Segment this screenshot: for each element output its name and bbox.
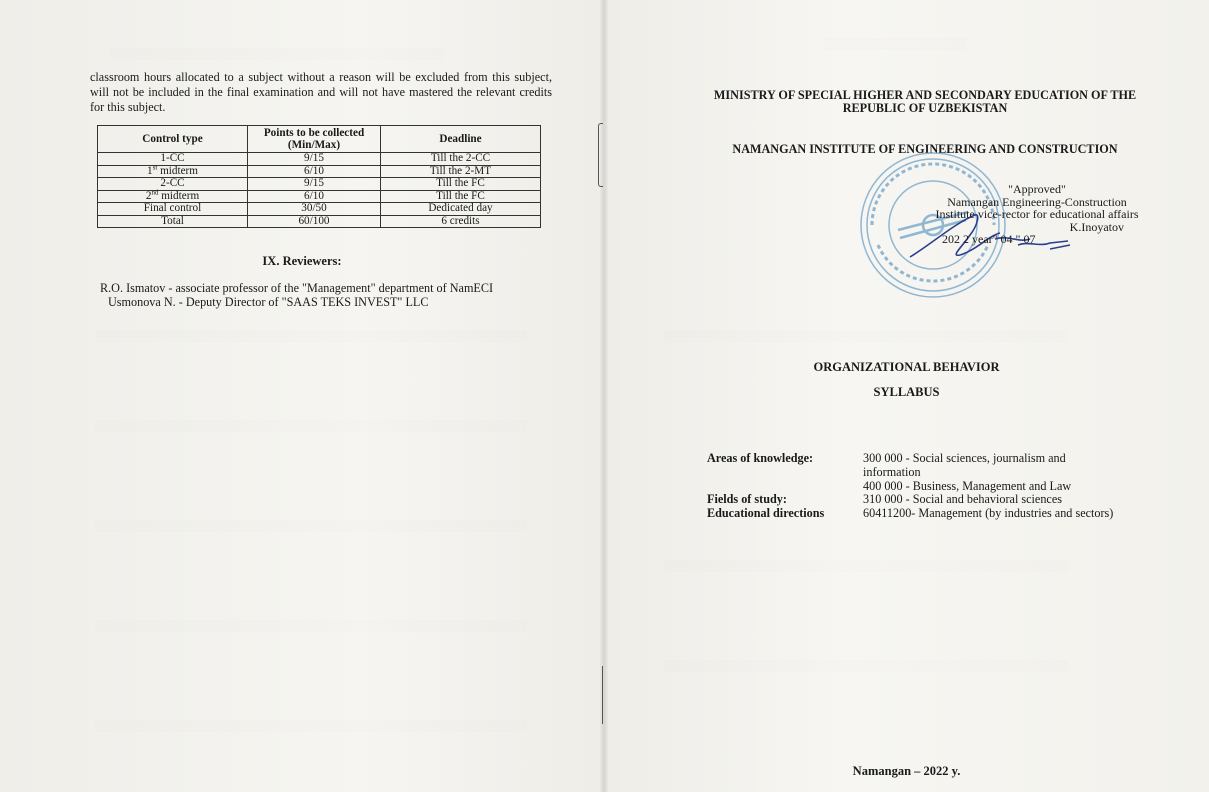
reviewers-list [100,281,493,309]
table-row [98,203,541,216]
cell-points: 6/10 [248,165,381,178]
approval-date: 202 2 year" 04 " 07 [942,232,1036,246]
field-row [707,452,1123,493]
footer-city-year: Namangan – 2022 y. [852,764,961,778]
ordinal-number: 2 [145,189,152,202]
field-values [863,507,1123,521]
header-deadline: Deadline [381,126,541,153]
control-type-rest: midterm [157,164,198,177]
field-value: 400 000 - Business, Management and Law [863,478,1072,493]
intro-paragraph: classroom hours allocated to a subject without a reason will be excluded from this subject, will not be included in the final examination and will not have mastered the relevant credits for this subject. [90,70,552,114]
bleed-through-text: ░░░░░░░░░░░░░░░░░░░░ [824,39,966,50]
field-label: Educational directions [707,506,825,521]
cell-points: 9/15 [248,178,381,191]
table-row [98,165,541,178]
bleed-through-text: ░░░░░░░░░░░░░░░░░░░░░░░░░░░░░░░░░░░░░░░░░░░░░░░░░░░░░░░░░ [664,331,1068,342]
bleed-through-text: ░░░░░░░░░░░░░░░░░░░░░░░░░░░░░░░░░░░░░░░░░░░░░░░░░░░░░░░░░░░░░ [95,331,528,342]
approval-line: Namangan Engineering-Construction [947,194,1127,209]
field-values [863,452,1123,493]
approval-line: Institute vice-rector for educational affairs [935,207,1139,221]
ordinal-suffix: st [152,162,158,171]
cell-deadline: Till the 2-CC [381,153,541,166]
bleed-through-text: ░░░░░░░░░░░░░░░░░░░░░░░░░░░░░░░░░░░░░░░░░░░░░░░░░░░░░░░░░░░░░ [95,521,528,532]
cell-points: 60/100 [248,215,381,228]
bleed-through-text: ░░░░░░░░░░░░░░░░░░░░░░░░░░░░░░░░░░░░░░░░░░░░░░░░░░░░░░░░░░░░░ [95,621,528,632]
field-values [863,493,1123,507]
cell-control-type: Final control [98,203,248,216]
field-label: Areas of knowledge: [707,451,814,465]
table-row [98,190,541,203]
bleed-through-text: ░░░░░░░░░░░░░░░░░░░░░░░░░░░░░░░░░░░░░░░░░░░░░░░░░░░░░░░░░ [664,661,1068,672]
table-header-row [98,126,541,153]
cell-control-type: 2-CC [98,178,248,191]
field-row [707,507,1123,521]
cell-points: 30/50 [248,203,381,216]
ministry-heading: MINISTRY OF SPECIAL HIGHER AND SECONDARY EDUCATION OF THE REPUBLIC OF UZBEKISTAN [713,88,1137,115]
cell-control-type: 1-CC [98,153,248,166]
field-value: 300 000 - Social sciences, journalism and information [863,451,1066,479]
table-row [98,178,541,191]
ordinal-suffix: nd [151,187,159,196]
reviewer-line: Usmonova N. - Deputy Director of "SAAS TEKS INVEST" LLC [108,295,429,309]
bleed-through-text: ░░░░░░░░░░░░░░░░░░░░░░░░░░░░░░░░░░░░░░░░░░░░░░░░░░░░░░░░░░░░░ [95,721,528,732]
bleed-through-text: ░░░░░░░░░░░░░░░░░░░░░░░░░░░░░░░░░░░░░░░░░░░░░░░░░░░░░░░░░░░░░ [95,421,528,432]
document-subtitle: SYLLABUS [873,385,940,399]
cell-points: 9/15 [248,153,381,166]
table-row [98,215,541,228]
cell-control-type [98,162,248,178]
table-row [98,153,541,166]
document-title: ORGANIZATIONAL BEHAVIOR [813,360,1000,374]
field-row [707,493,1123,507]
cell-deadline: 6 credits [381,215,541,228]
reviewers-heading: IX. Reviewers: [262,254,342,268]
ordinal-number: 1 [147,164,153,177]
fields-block [707,452,1123,521]
cell-deadline: Till the FC [381,178,541,191]
control-table [97,125,541,228]
field-label: Fields of study: [707,492,787,507]
approval-block [912,183,1162,246]
field-value: 310 000 - Social and behavioral sciences [863,492,1062,507]
reviewer-line: R.O. Ismatov - associate professor of the "Management" department of NamECI [100,281,494,295]
bleed-through-text: ░░░░░░░░░░░░░░░░░░░░░░░░░░░░░░░░░░░░░░░░░░░░░░░ [110,49,443,60]
approval-line: "Approved" [1008,182,1066,196]
left-page [0,0,604,792]
binding-clip [598,123,603,187]
header-points: Points to be collected (Min/Max) [248,126,381,153]
cell-control-type [98,187,248,203]
control-type-rest: midterm [158,189,200,202]
binding-clip [602,666,606,724]
cell-control-type: Total [98,215,248,228]
cell-deadline: Dedicated day [381,203,541,216]
header-control-type: Control type [98,126,248,153]
institute-heading: NAMANGAN INSTITUTE OF ENGINEERING AND CONSTRUCTION [732,142,1118,156]
cell-points: 6/10 [248,190,381,203]
cell-deadline: Till the 2-MT [381,165,541,178]
field-value: 60411200- Management (by industries and sectors) [863,506,1114,521]
cell-deadline: Till the FC [381,190,541,203]
approval-signatory: K.Inoyatov [1069,219,1124,234]
bleed-through-text: ░░░░░░░░░░░░░░░░░░░░░░░░░░░░░░░░░░░░░░░░░░░░░░░░░░░░░░░░░ [664,561,1068,572]
